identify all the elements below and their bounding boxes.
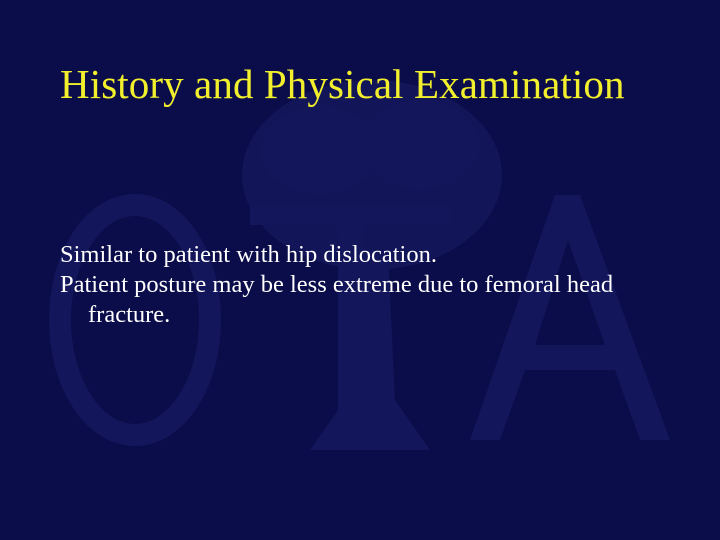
bullet-item: Patient posture may be less extreme due to femoral head fracture. bbox=[60, 270, 614, 328]
slide-title: History and Physical Examination bbox=[60, 61, 625, 107]
bullet-item: Similar to patient with hip dislocation. bbox=[60, 241, 437, 268]
bullet-list bbox=[60, 240, 660, 330]
